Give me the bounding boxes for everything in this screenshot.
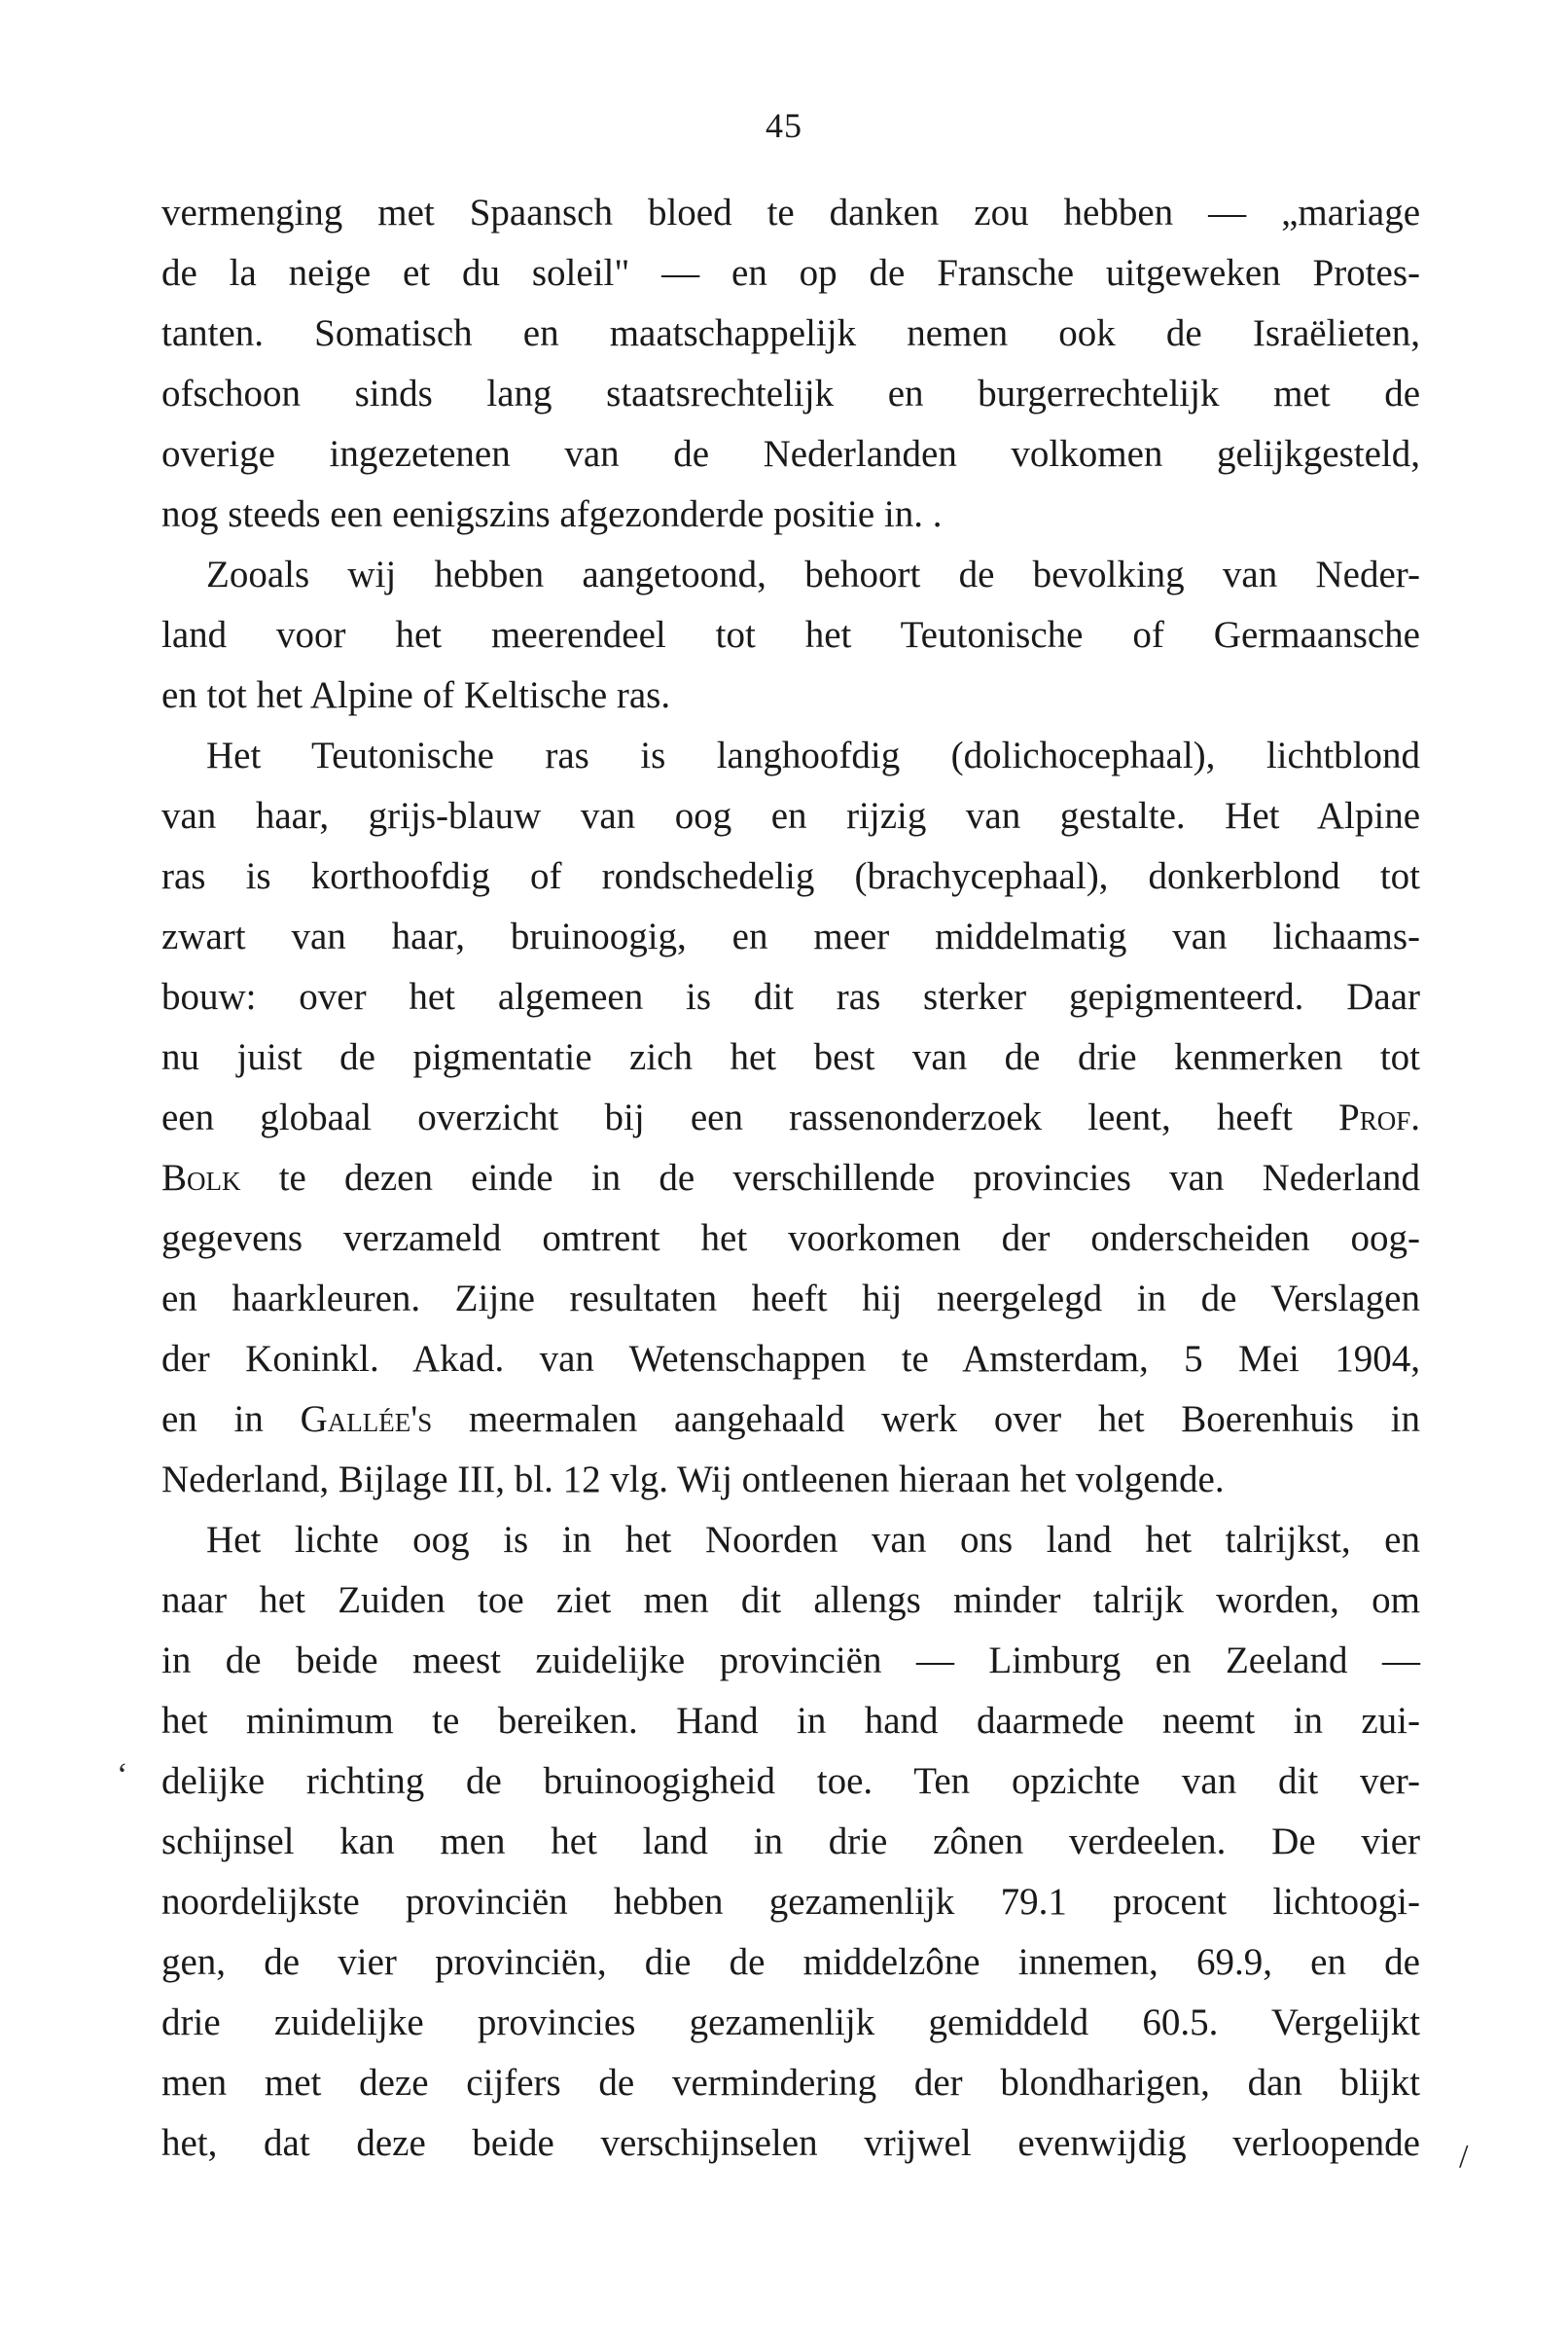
text-line-22: Nederland, Bijlage III, bl. 12 vlg. Wij ontleenen hieraan het volgende. <box>161 1459 1225 1500</box>
text-line-16-main: een globaal overzicht bij een rassenonderzoek leent, heeft <box>161 1097 1339 1138</box>
text-line-19: en haarkleuren. Zijne resultaten heeft hij neergelegd in de Verslagen <box>161 1278 1420 1319</box>
text-line-32: men met deze cijfers de vermindering der blondharigen, dan blijkt <box>161 2062 1420 2104</box>
text-line-14: bouw: over het algemeen is dit ras sterker gepigmenteerd. Daar <box>161 976 1420 1018</box>
text-line-23: Het lichte oog is in het Noorden van ons land het talrijkst, en <box>206 1519 1420 1561</box>
text-line-17-main: te dezen einde in de verschillende provincies van Nederland <box>240 1157 1420 1199</box>
author-name-bolk: Bolk <box>161 1157 241 1199</box>
text-line-15: nu juist de pigmentatie zich het best van de drie kenmerken tot <box>161 1036 1420 1078</box>
text-line-30: gen, de vier provinciën, die de middelzône innemen, 69.9, en de <box>161 1941 1420 1983</box>
page-number: 45 <box>766 106 802 145</box>
text-line-20: der Koninkl. Akad. van Wetenschappen te Amsterdam, 5 Mei 1904, <box>161 1338 1420 1380</box>
text-line-28: schijnsel kan men het land in drie zônen verdeelen. De vier <box>161 1820 1420 1862</box>
text-line-12: ras is korthoofdig of rondschedelig (brachycephaal), donkerblond tot <box>161 855 1420 897</box>
text-line-13: zwart van haar, bruinoogig, en meer middelmatig van lichaams- <box>161 916 1420 957</box>
text-line-26: het minimum te bereiken. Hand in hand daarmede neemt in zui- <box>161 1700 1420 1742</box>
author-name-prof: Prof. <box>1338 1097 1420 1138</box>
text-line-33: het, dat deze beide verschijnselen vrijwel evenwijdig verloopende <box>161 2122 1420 2164</box>
text-line-11: van haar, grijs-blauw van oog en rijzig van gestalte. Het Alpine <box>161 795 1420 837</box>
text-line-29: noordelijkste provinciën hebben gezamenlijk 79.1 procent lichtoogi- <box>161 1881 1420 1923</box>
text-line-25: in de beide meest zuidelijke provinciën — Limburg en Zeeland — <box>161 1640 1420 1681</box>
text-line-6: nog steeds een eenigszins afgezonderde positie in. . <box>161 493 943 535</box>
margin-mark-right: / <box>1459 2139 1469 2175</box>
text-line-17 <box>161 1148 1420 1208</box>
text-line-10: Het Teutonische ras is langhoofdig (dolichocephaal), lichtblond <box>206 735 1420 776</box>
text-line-7: Zooals wij hebben aangetoond, behoort de bevolking van Neder- <box>206 554 1420 595</box>
author-name-gallee: Gallée's <box>300 1398 433 1440</box>
text-line-21-main: meermalen aangehaald werk over het Boerenhuis in <box>432 1398 1420 1440</box>
text-line-3: tanten. Somatisch en maatschappelijk nemen ook de Israëlieten, <box>161 312 1420 354</box>
text-line-27: delijke richting de bruinoogigheid toe. Ten opzichte van dit ver- <box>161 1760 1420 1802</box>
text-line-1: vermenging met Spaansch bloed te danken zou hebben — „mariage <box>161 192 1420 234</box>
text-line-18: gegevens verzameld omtrent het voorkomen der onderscheiden oog- <box>161 1217 1420 1259</box>
text-line-24: naar het Zuiden toe ziet men dit allengs minder talrijk worden, om <box>161 1579 1420 1621</box>
text-line-21 <box>161 1389 1420 1450</box>
text-line-8: land voor het meerendeel tot het Teutonische of Germaansche <box>161 614 1420 656</box>
text-line-2: de la neige et du soleil" — en op de Fransche uitgeweken Protes- <box>161 252 1420 294</box>
text-line-9: en tot het Alpine of Keltische ras. <box>161 674 671 716</box>
text-line-16 <box>161 1088 1420 1148</box>
text-line-31: drie zuidelijke provincies gezamenlijk gemiddeld 60.5. Vergelijkt <box>161 2001 1420 2043</box>
text-line-21-pre: en in <box>161 1398 301 1440</box>
text-line-5: overige ingezetenen van de Nederlanden volkomen gelijkgesteld, <box>161 433 1420 475</box>
body-text <box>161 183 1420 2174</box>
margin-mark-left: ʻ <box>117 1757 128 1793</box>
text-line-4: ofschoon sinds lang staatsrechtelijk en burgerrechtelijk met de <box>161 373 1420 415</box>
